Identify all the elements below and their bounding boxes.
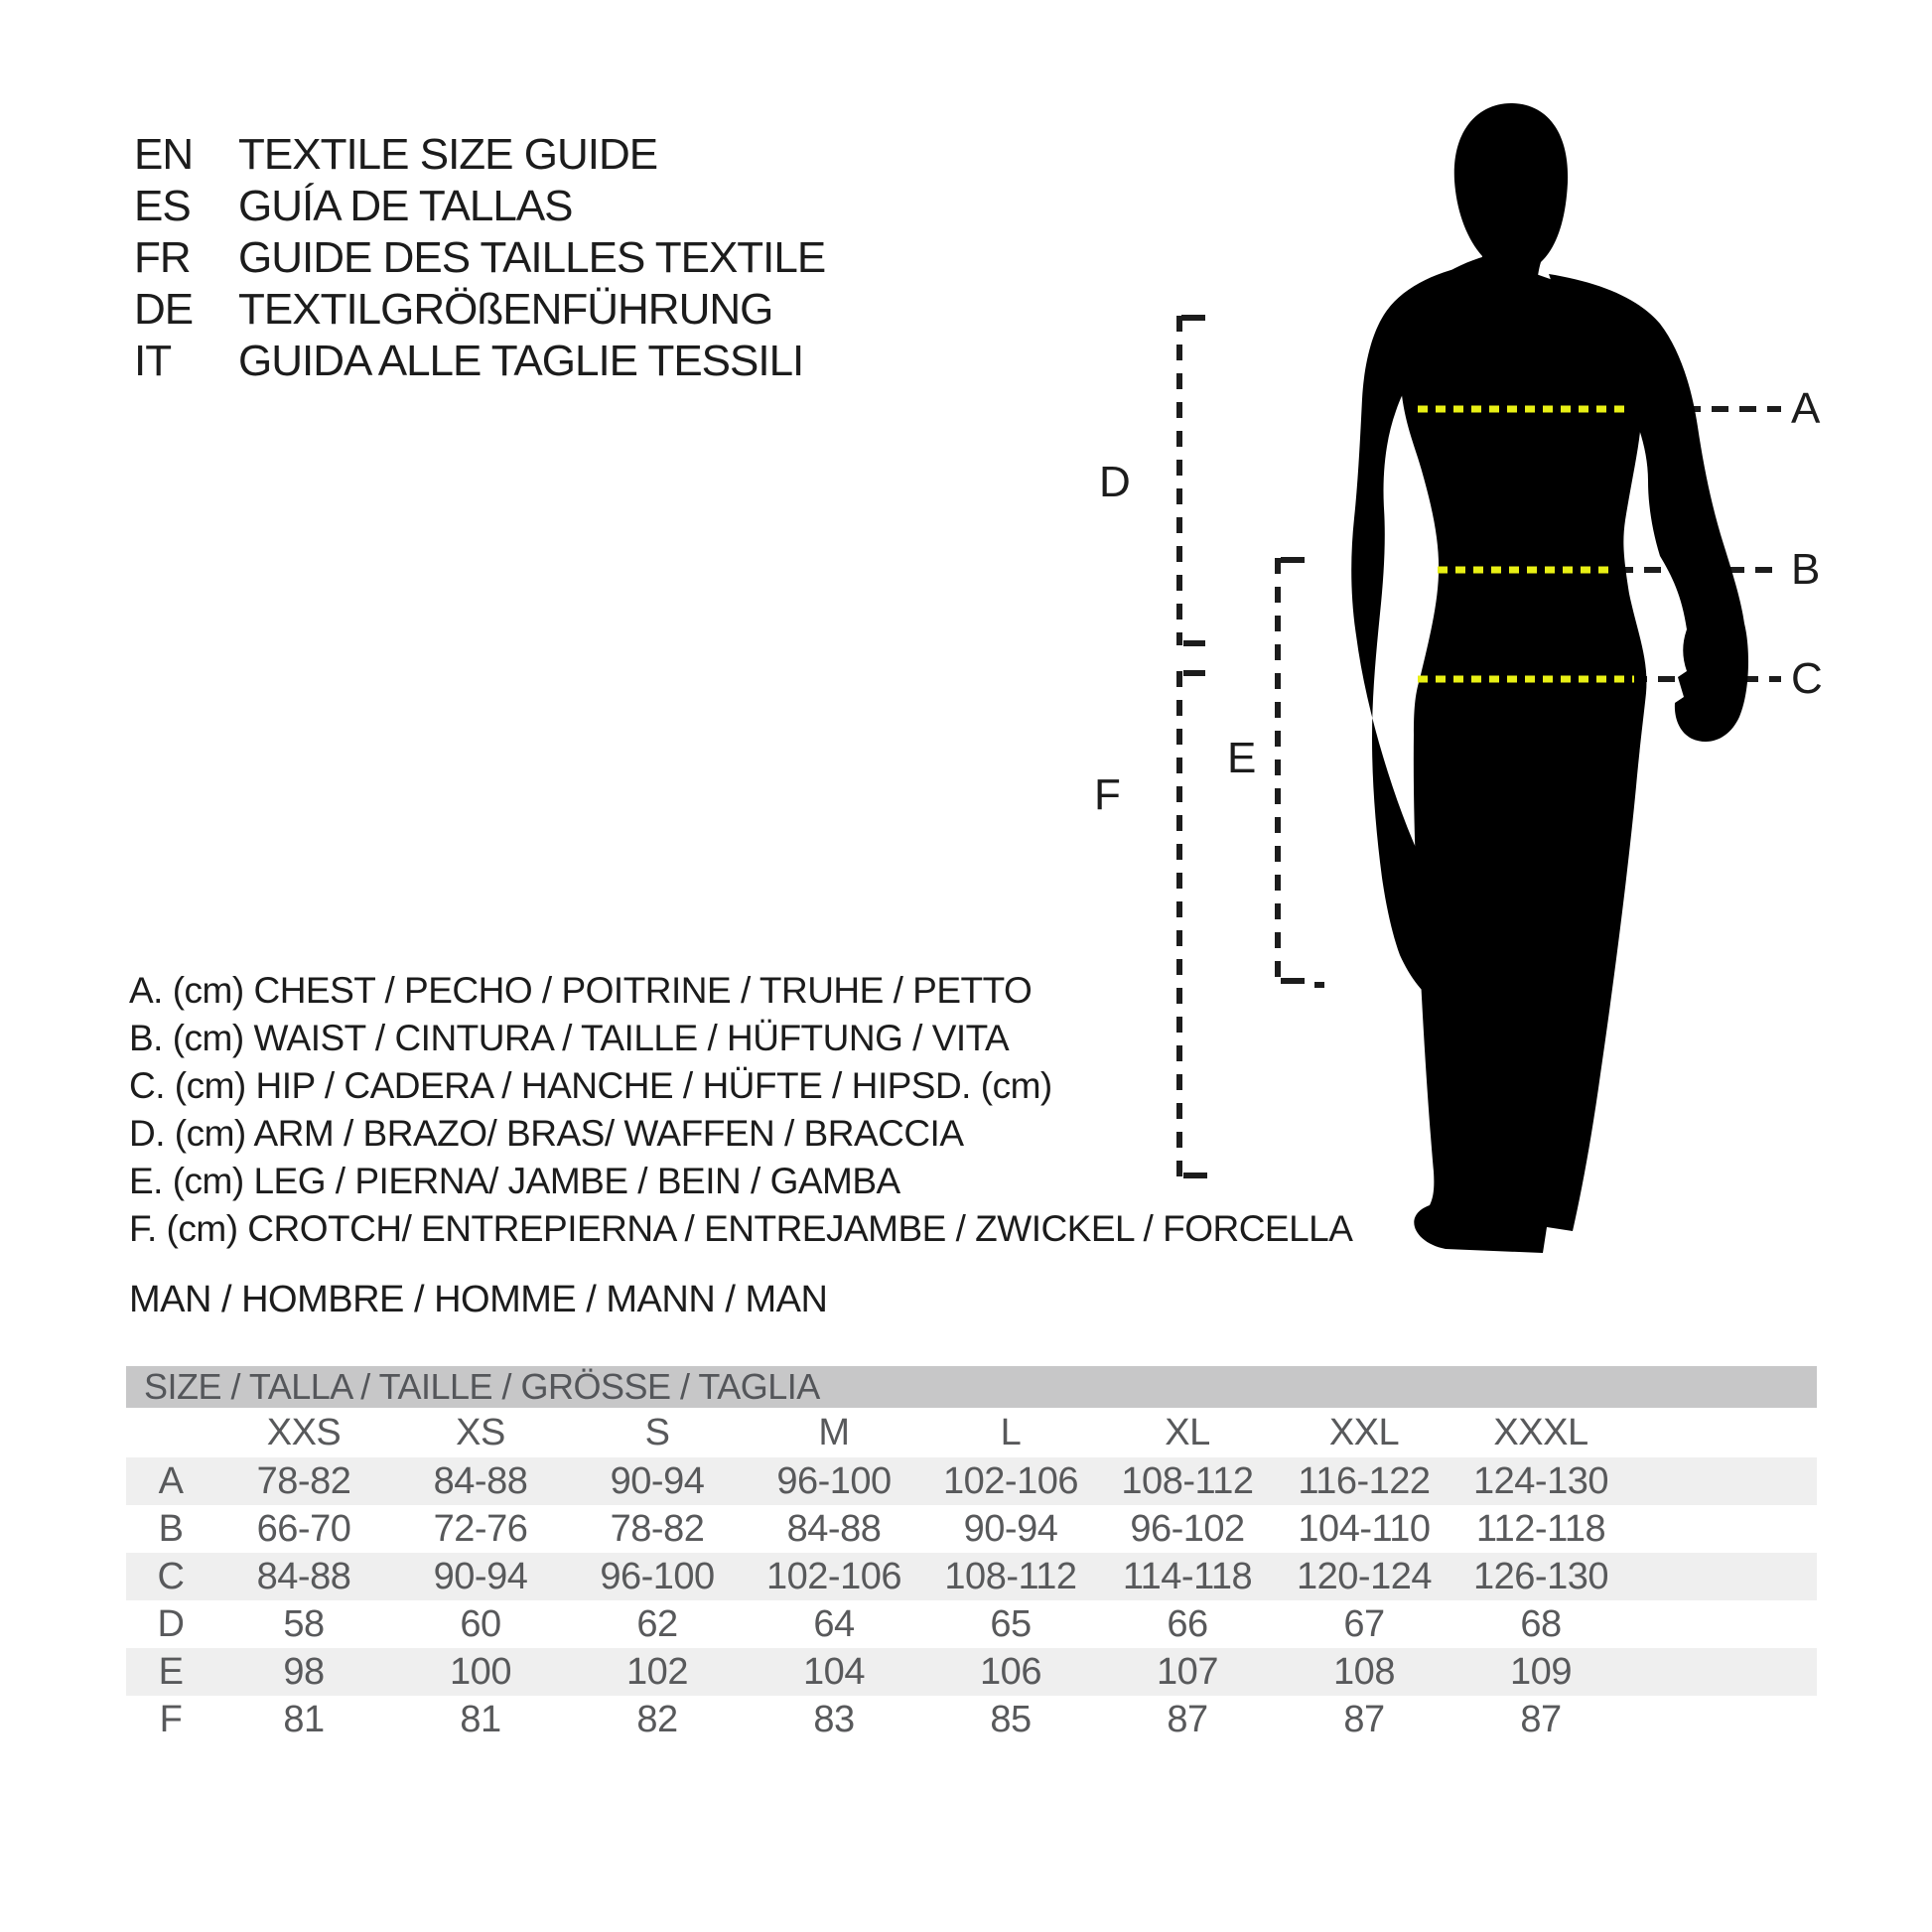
- language-row: [134, 284, 825, 336]
- measurement-value: 82: [636, 1698, 678, 1740]
- measurement-row: [126, 1553, 1817, 1600]
- language-row: [134, 181, 825, 232]
- measurement-row-label: E: [158, 1650, 184, 1693]
- legend-line: C. (cm) HIP / CADERA / HANCHE / HÜFTE / HIPSD. (cm): [129, 1065, 1052, 1106]
- measurement-value: 78-82: [610, 1507, 705, 1550]
- language-code: EN: [134, 130, 194, 179]
- measurement-row: [126, 1696, 1817, 1743]
- measurement-value: 81: [460, 1698, 501, 1740]
- measurement-value: 96-100: [776, 1459, 892, 1502]
- measurement-value: 68: [1520, 1602, 1562, 1645]
- chest-label: A: [1791, 384, 1821, 433]
- size-header-row: [126, 1408, 1817, 1457]
- language-title-block: [134, 129, 825, 387]
- language-row: [134, 232, 825, 284]
- measurement-value: 84-88: [433, 1459, 528, 1502]
- measurement-value: 96-102: [1130, 1507, 1245, 1550]
- measurement-row-label: C: [157, 1555, 185, 1597]
- legend-line: A. (cm) CHEST / PECHO / POITRINE / TRUHE / PETTO: [129, 970, 1033, 1011]
- language-row: [134, 336, 825, 387]
- measurement-row: [126, 1648, 1817, 1696]
- measurement-value: 112-118: [1475, 1507, 1606, 1550]
- measurement-value: 90-94: [963, 1507, 1058, 1550]
- arm-label: D: [1099, 458, 1131, 506]
- leg-label: E: [1227, 734, 1257, 782]
- measurement-value: 126-130: [1473, 1555, 1608, 1597]
- measurement-value: 107: [1157, 1650, 1218, 1693]
- measurement-row-label: B: [158, 1507, 184, 1550]
- measurement-value: 72-76: [433, 1507, 528, 1550]
- measurement-value: 116-122: [1298, 1459, 1431, 1502]
- measurement-value: 85: [990, 1698, 1032, 1740]
- measurement-value: 60: [460, 1602, 501, 1645]
- legend-line: F. (cm) CROTCH/ ENTREPIERNA / ENTREJAMBE / ZWICKEL / FORCELLA: [129, 1208, 1353, 1249]
- measurement-row-label: D: [157, 1602, 185, 1645]
- legend-line: E. (cm) LEG / PIERNA/ JAMBE / BEIN / GAMBA: [129, 1161, 900, 1201]
- measurement-value: 104-110: [1298, 1507, 1431, 1550]
- measurement-value: 124-130: [1473, 1459, 1608, 1502]
- guide-title: GUIDE DES TAILLES TEXTILE: [238, 233, 826, 282]
- measurement-value: 90-94: [610, 1459, 705, 1502]
- measurement-value: 65: [990, 1602, 1032, 1645]
- measurement-value: 83: [813, 1698, 855, 1740]
- size-column-header: S: [644, 1411, 670, 1453]
- measurement-row-label: F: [159, 1698, 183, 1740]
- measurement-value: 64: [813, 1602, 855, 1645]
- measurement-value: 84-88: [786, 1507, 882, 1550]
- measurement-row: [126, 1457, 1817, 1505]
- crotch-label: F: [1094, 770, 1121, 819]
- measurement-row-label: A: [158, 1459, 184, 1502]
- size-column-header: XXS: [266, 1411, 342, 1453]
- measurement-value: 66: [1167, 1602, 1208, 1645]
- measurement-value: 102-106: [766, 1555, 901, 1597]
- legend-line: D. (cm) ARM / BRAZO/ BRAS/ WAFFEN / BRACCIA: [129, 1113, 964, 1154]
- measurement-value: 108-112: [944, 1555, 1077, 1597]
- size-table-section: [126, 1366, 1817, 1743]
- measurement-value: 78-82: [256, 1459, 351, 1502]
- size-column-header: L: [1000, 1411, 1022, 1453]
- language-code: ES: [134, 182, 191, 230]
- measurement-value: 100: [450, 1650, 511, 1693]
- size-table-title: SIZE / TALLA / TAILLE / GRÖSSE / TAGLIA: [126, 1366, 1817, 1408]
- size-table: [126, 1408, 1817, 1743]
- size-column-header: M: [818, 1411, 850, 1453]
- guide-title: GUIDA ALLE TAGLIE TESSILI: [238, 337, 804, 385]
- man-silhouette-figure: [943, 60, 1932, 1301]
- measurement-value: 108: [1333, 1650, 1395, 1693]
- measurement-value: 66-70: [256, 1507, 351, 1550]
- measurement-value: 81: [283, 1698, 325, 1740]
- language-row: [134, 129, 825, 181]
- language-code: FR: [134, 233, 191, 282]
- size-column-header: XS: [456, 1411, 505, 1453]
- category-line: MAN / HOMBRE / HOMME / MANN / MAN: [129, 1279, 828, 1320]
- size-column-header: XL: [1165, 1411, 1210, 1453]
- measurement-row: [126, 1505, 1817, 1553]
- measurement-value: 58: [283, 1602, 325, 1645]
- measurement-value: 109: [1510, 1650, 1572, 1693]
- measurement-value: 96-100: [600, 1555, 715, 1597]
- measurement-value: 108-112: [1121, 1459, 1254, 1502]
- measurement-value: 90-94: [433, 1555, 528, 1597]
- measurement-value: 84-88: [256, 1555, 351, 1597]
- legend-line: B. (cm) WAIST / CINTURA / TAILLE / HÜFTUNG / VITA: [129, 1018, 1010, 1058]
- size-table-head: [126, 1408, 1817, 1457]
- language-code: DE: [134, 285, 194, 334]
- language-code: IT: [134, 337, 172, 385]
- measurement-value: 106: [980, 1650, 1041, 1693]
- measurement-value: 102-106: [943, 1459, 1078, 1502]
- measurement-value: 67: [1343, 1602, 1385, 1645]
- guide-title: TEXTILE SIZE GUIDE: [238, 130, 658, 179]
- measurement-value: 87: [1343, 1698, 1385, 1740]
- size-column-header: XXL: [1328, 1411, 1400, 1453]
- guide-title: GUÍA DE TALLAS: [238, 182, 573, 230]
- guide-title: TEXTILGRÖßENFÜHRUNG: [238, 285, 773, 334]
- size-column-header: XXXL: [1493, 1411, 1588, 1453]
- measurement-value: 87: [1167, 1698, 1208, 1740]
- size-table-body: [126, 1457, 1817, 1743]
- measurement-value: 114-118: [1122, 1555, 1253, 1597]
- measurement-value: 98: [283, 1650, 325, 1693]
- waist-label: B: [1791, 545, 1821, 594]
- measurement-value: 102: [626, 1650, 688, 1693]
- hip-label: C: [1791, 654, 1823, 703]
- measurement-value: 87: [1520, 1698, 1562, 1740]
- measurement-row: [126, 1600, 1817, 1648]
- measurement-value: 120-124: [1297, 1555, 1432, 1597]
- measurement-value: 62: [636, 1602, 678, 1645]
- measurement-value: 104: [803, 1650, 865, 1693]
